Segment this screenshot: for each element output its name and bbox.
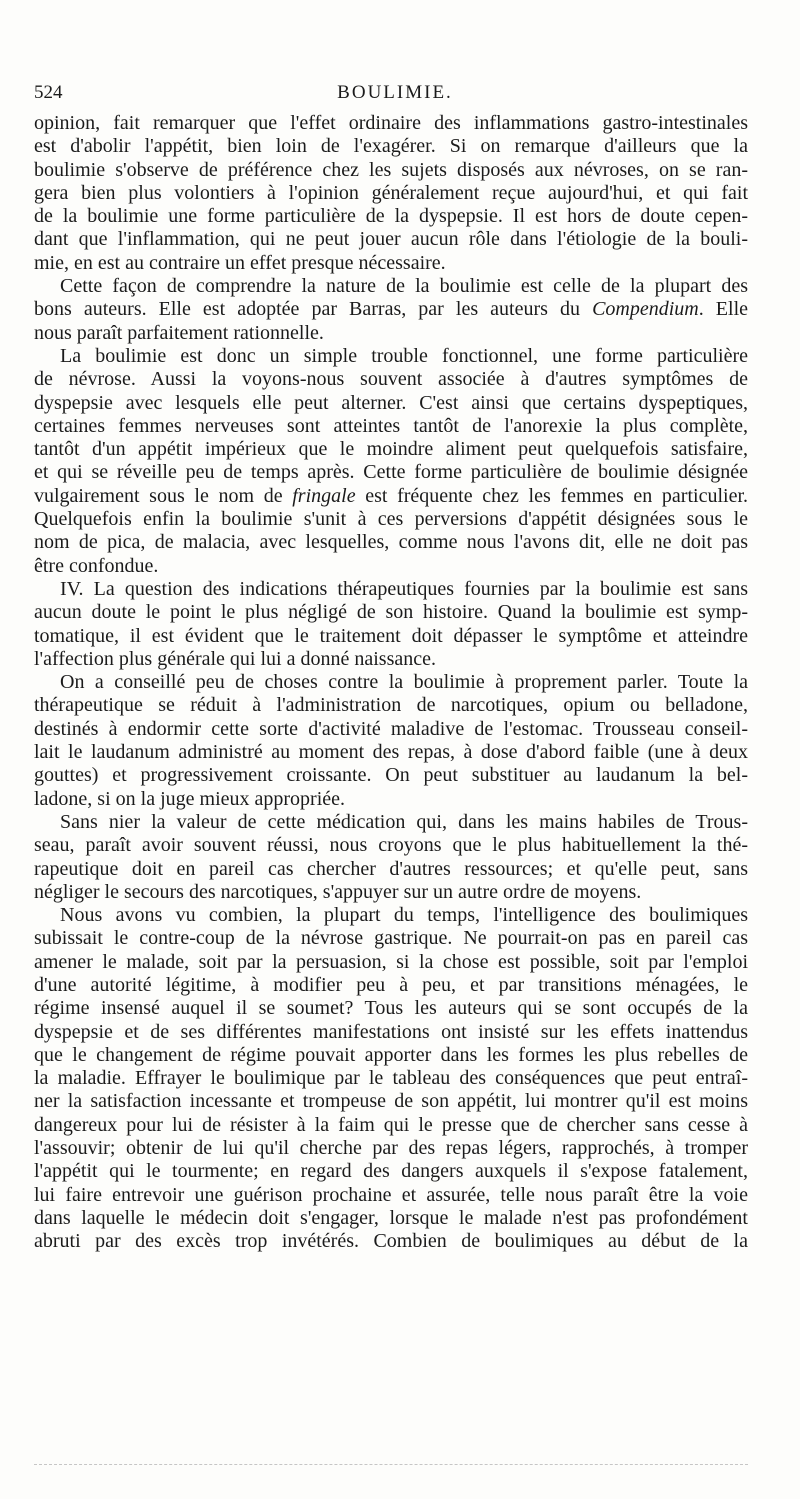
text-line: opinion, fait remarquer que l'effet ordinaire des inflammations gastro-intestinales xyxy=(34,112,748,134)
paragraph xyxy=(34,671,748,811)
text-line: dans laquelle le médecin doit s'engager, lorsque le malade n'est pas profondément xyxy=(34,1206,748,1229)
text-line: Quelquefois enfin la boulimie s'unit à ces perversions d'appétit désignées sous le xyxy=(34,508,748,531)
text-line: dant que l'inflammation, qui ne peut jouer aucun rôle dans l'étiologie de la bouli- xyxy=(34,228,748,251)
text-line: d'une autorité légitime, à modifier peu à peu, et par transitions ménagées, le xyxy=(34,973,748,996)
text-line: thérapeutique se réduit à l'administration de narcotiques, opium ou belladone, xyxy=(34,694,748,717)
text-line: vulgairement sous le nom de fringale est fréquente chez les femmes en particulier. xyxy=(34,484,748,507)
text-line: destinés à endormir cette sorte d'activité maladive de l'estomac. Trousseau conseil- xyxy=(34,717,748,740)
paragraph xyxy=(34,275,748,345)
text-line: bons auteurs. Elle est adoptée par Barras, par les auteurs du Compendium. Elle xyxy=(34,298,749,321)
text-line: est d'abolir l'appétit, bien loin de l'exagérer. Si on remarque d'ailleurs que la xyxy=(34,135,748,158)
text-line: La boulimie est donc un simple trouble fonctionnel, une forme particulière xyxy=(60,344,748,367)
text-line: dyspepsie et de ses différentes manifestations ont insisté sur les effets inattendus xyxy=(34,1020,748,1043)
italic-term: fringale xyxy=(292,484,356,507)
text-line: tantôt d'un appétit impérieux que le moindre aliment peut quelquefois satisfaire, xyxy=(34,438,748,461)
text-line: négliger le secours des narcotiques, s'appuyer sur un autre ordre de moyens. xyxy=(34,880,642,903)
text-line: ladone, si on la juge mieux appropriée. xyxy=(34,787,346,810)
text-line: et qui se réveille peu de temps après. Cette forme particulière de boulimie désignée xyxy=(34,461,748,484)
text-line: amener le malade, soit par la persuasion, si la chose est possible, soit par l'emploi xyxy=(34,950,748,973)
text-line: tomatique, il est évident que le traitement doit dépasser le symptôme et atteindre xyxy=(34,624,748,647)
text-line: lait le laudanum administré au moment des repas, à dose d'abord faible (une à deux xyxy=(34,741,748,764)
paragraph xyxy=(34,904,748,1253)
text-line: nous paraît parfaitement rationnelle. xyxy=(34,321,324,344)
text-line: abruti par des excès trop invétérés. Combien de boulimiques au début de la xyxy=(34,1230,748,1253)
page-header xyxy=(34,82,746,108)
text-line: dangereux pour lui de résister à la faim qui le presse que de chercher sans cesse à xyxy=(34,1113,748,1136)
paragraph xyxy=(34,811,748,904)
text-line: mie, en est au contraire un effet presque nécessaire. xyxy=(34,251,446,274)
text-line: régime insensé auquel il se soumet? Tous les auteurs qui se sont occupés de la xyxy=(34,997,748,1020)
text-line: que le changement de régime pouvait apporter dans les formes les plus rebelles de xyxy=(34,1043,748,1066)
text-line: boulimie s'observe de préférence chez les sujets disposés aux névroses, on se ran- xyxy=(34,158,748,181)
text-line: aucun doute le point le plus négligé de son histoire. Quand la boulimie est symp- xyxy=(34,601,748,624)
text-line: certaines femmes nerveuses sont atteintes tantôt de l'anorexie la plus complète, xyxy=(34,414,748,437)
text-line: Sans nier la valeur de cette médication qui, dans les mains habiles de Trous- xyxy=(60,810,748,833)
text-line: rapeutique doit en pareil cas chercher d'autres ressources; et qu'elle peut, sans xyxy=(34,857,748,880)
paragraph xyxy=(34,345,748,578)
text-line: gouttes) et progressivement croissante. On peut substituer au laudanum la bel- xyxy=(34,764,748,787)
text-line: nom de pica, de malacia, avec lesquelles, comme nous l'avons dit, elle ne doit pas xyxy=(34,531,748,554)
text-line: gera bien plus volontiers à l'opinion généralement reçue aujourd'hui, et qui fait xyxy=(34,181,748,204)
body-text xyxy=(34,112,748,1254)
text-line: On a conseillé peu de choses contre la boulimie à proprement parler. Toute la xyxy=(60,671,748,694)
text-line: l'affection plus générale qui lui a donné naissance. xyxy=(34,647,436,670)
paragraph xyxy=(34,578,748,671)
text-line: subissait le contre-coup de la névrose gastrique. Ne pourrait-on pas en pareil cas xyxy=(34,927,748,950)
text-line: Nous avons vu combien, la plupart du temps, l'intelligence des boulimiques xyxy=(60,904,748,927)
text-line: la maladie. Effrayer le boulimique par le tableau des conséquences que peut entraî- xyxy=(34,1067,748,1090)
text-line: ner la satisfaction incessante et trompeuse de son appétit, lui montrer qu'il est moins xyxy=(34,1090,748,1113)
text-line: l'appétit qui le tourmente; en regard des dangers auxquels il s'expose fatalement, xyxy=(34,1160,748,1183)
running-title: BOULIMIE. xyxy=(337,82,453,103)
text-line: Cette façon de comprendre la nature de la boulimie est celle de la plupart des xyxy=(60,275,748,298)
text-line: l'assouvir; obtenir de lui qu'il cherche par des repas légers, rapprochés, à tromper xyxy=(34,1137,748,1160)
text-line: être confondue. xyxy=(34,554,159,577)
text-line: IV. La question des indications thérapeutiques fournies par la boulimie est sans xyxy=(60,577,748,600)
text-line: lui faire entrevoir une guérison prochaine et assurée, telle nous paraît être la voie xyxy=(34,1183,748,1206)
text-line: de névrose. Aussi la voyons-nous souvent associée à d'autres symptômes de xyxy=(34,368,748,391)
text-line: dyspepsie avec lesquels elle peut alterner. C'est ainsi que certains dyspeptiques, xyxy=(34,391,748,414)
footer-rule xyxy=(34,1464,748,1465)
text-line: seau, paraît avoir souvent réussi, nous croyons que le plus habituellement la thé- xyxy=(34,834,748,857)
page-number: 524 xyxy=(34,82,63,103)
italic-term: Compendium xyxy=(592,298,699,321)
paragraph xyxy=(34,112,748,275)
text-line: de la boulimie une forme particulière de la dyspepsie. Il est hors de doute cepen- xyxy=(34,205,748,228)
